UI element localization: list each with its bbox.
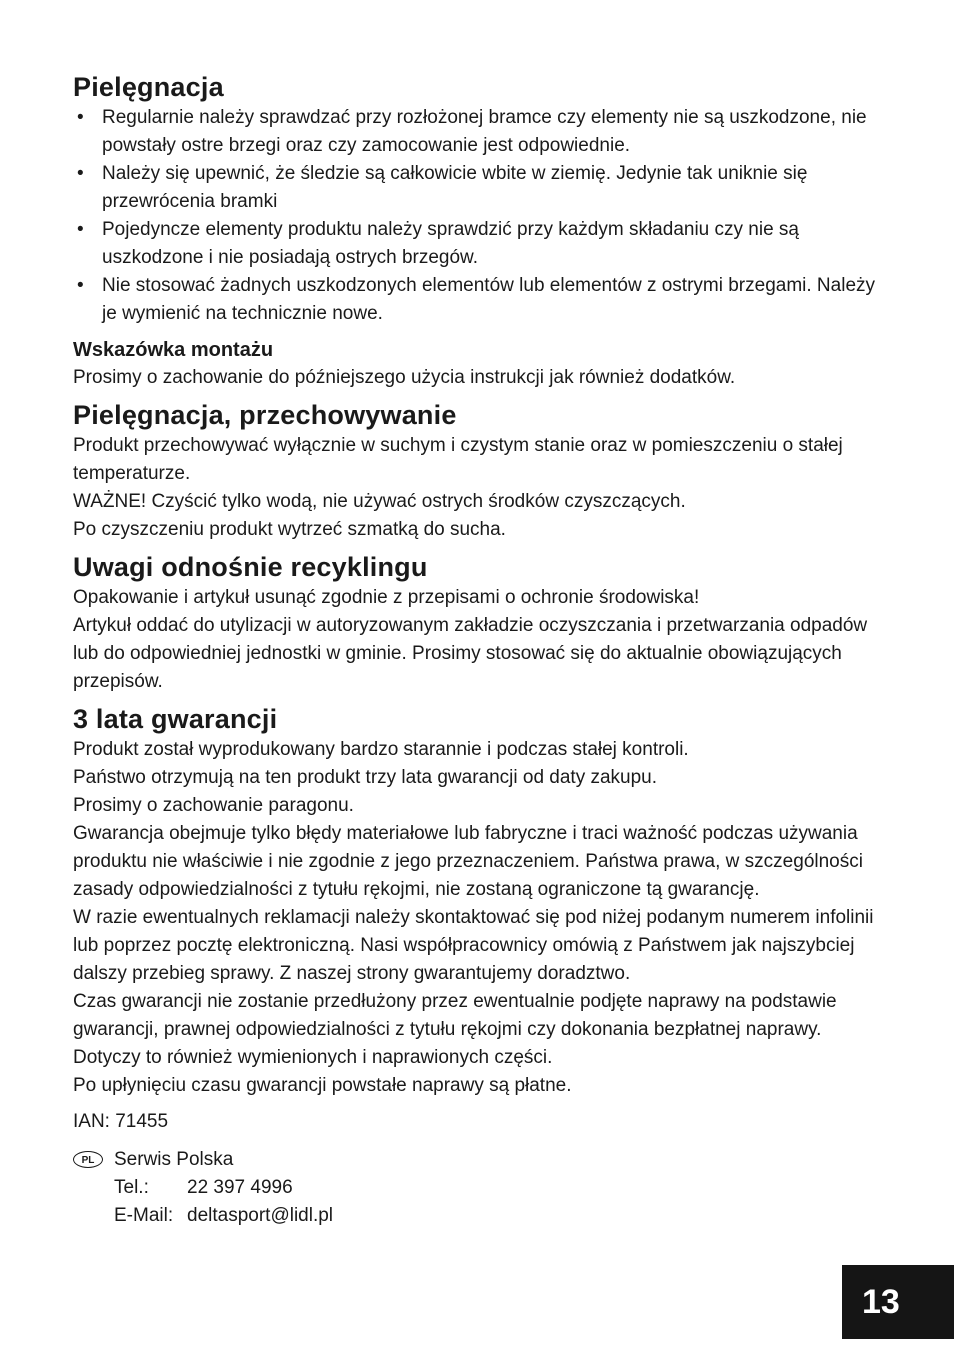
tel-label: Tel.:	[114, 1177, 149, 1198]
page-number: 13	[842, 1265, 954, 1339]
warranty-paragraph: Po upłynięciu czasu gwarancji powstałe naprawy są płatne.	[73, 1075, 572, 1096]
list-item: • Nie stosować żadnych uszkodzonych elementów lub elementów z ostrymi brzegami. Należy je wymienić na technicznie nowe.	[73, 272, 883, 328]
warranty-paragraph: Prosimy o zachowanie paragonu.	[73, 795, 354, 816]
list-item: • Pojedyncze elementy produktu należy sprawdzić przy każdym składaniu czy nie są uszkodzone i nie posiadają ostrych brzegów.	[73, 216, 883, 272]
warranty-paragraph: Czas gwarancji nie zostanie przedłużony przez ewentualnie podjęte naprawy na podstawie gwarancji, prawnej odpowiedzialności z tytułu rękojmi czy dokonania bezpłatnej naprawy. Dotyczy to również wymienionych i naprawionych części.	[73, 991, 837, 1068]
page-content	[73, 70, 883, 1230]
tel-value[interactable]: 22 397 4996	[187, 1177, 293, 1198]
service-contact	[73, 1146, 883, 1230]
storage-paragraph: WAŻNE! Czyścić tylko wodą, nie używać ostrych środków czyszczących.	[73, 491, 686, 512]
email-value[interactable]: deltasport@lidl.pl	[187, 1205, 334, 1226]
country-badge-icon: PL	[73, 1151, 103, 1168]
warranty-paragraph: Gwarancja obejmuje tylko błędy materiałowe lub fabryczne i traci ważność podczas używania produktu nie właściwie i nie zgodnie z jego przeznaczeniem. Państwa prawa, w szczególności zasady odpowiedzialności z tytułu rękojmi, nie zostaną ograniczone tą gwarancję.	[73, 823, 863, 900]
warranty-paragraph: Produkt został wyprodukowany bardzo starannie i podczas stałej kontroli.	[73, 739, 689, 760]
list-item: • Regularnie należy sprawdzać przy rozłożonej bramce czy elementy nie są uszkodzone, nie powstały ostre brzegi oraz czy zamocowanie jest odpowiednie.	[73, 104, 883, 160]
warranty-heading: 3 lata gwarancji	[73, 704, 278, 734]
service-name: Serwis Polska	[114, 1149, 234, 1170]
warranty-paragraph: W razie ewentualnych reklamacji należy skontaktować się pod niżej podanym numerem infolinii lub poprzez pocztę elektroniczną. Nasi współpracownicy omówią z Państwem jak najszybciej dalszy przebieg sprawy. Z naszej strony gwarantujemy doradztwo.	[73, 907, 874, 984]
storage-paragraph: Produkt przechowywać wyłącznie w suchym i czystym stanie oraz w pomieszczeniu o stałej temperaturze.	[73, 435, 843, 484]
ian-number: IAN: 71455	[73, 1111, 169, 1132]
storage-heading: Pielęgnacja, przechowywanie	[73, 400, 457, 430]
recycling-paragraph: Opakowanie i artykuł usunąć zgodnie z przepisami o ochronie środowiska!	[73, 587, 700, 608]
care-heading: Pielęgnacja	[73, 72, 224, 102]
assembly-tip-text: Prosimy o zachowanie do późniejszego użycia instrukcji jak również dodatków.	[73, 367, 736, 388]
recycling-heading: Uwagi odnośnie recyklingu	[73, 552, 428, 582]
recycling-paragraph: Artykuł oddać do utylizacji w autoryzowanym zakładzie oczyszczania i przetwarzania odpadów lub do odpowiedniej jednostki w gminie. Prosimy stosować się do aktualnie obowiązujących przepisów.	[73, 615, 868, 692]
email-label: E-Mail:	[114, 1205, 174, 1226]
storage-paragraph: Po czyszczeniu produkt wytrzeć szmatką do sucha.	[73, 519, 506, 540]
assembly-tip-heading: Wskazówka montażu	[73, 339, 274, 361]
warranty-paragraph: Państwo otrzymują na ten produkt trzy lata gwarancji od daty zakupu.	[73, 767, 658, 788]
care-list	[73, 104, 883, 328]
list-item: • Należy się upewnić, że śledzie są całkowicie wbite w ziemię. Jedynie tak uniknie się przewrócenia bramki	[73, 160, 883, 216]
